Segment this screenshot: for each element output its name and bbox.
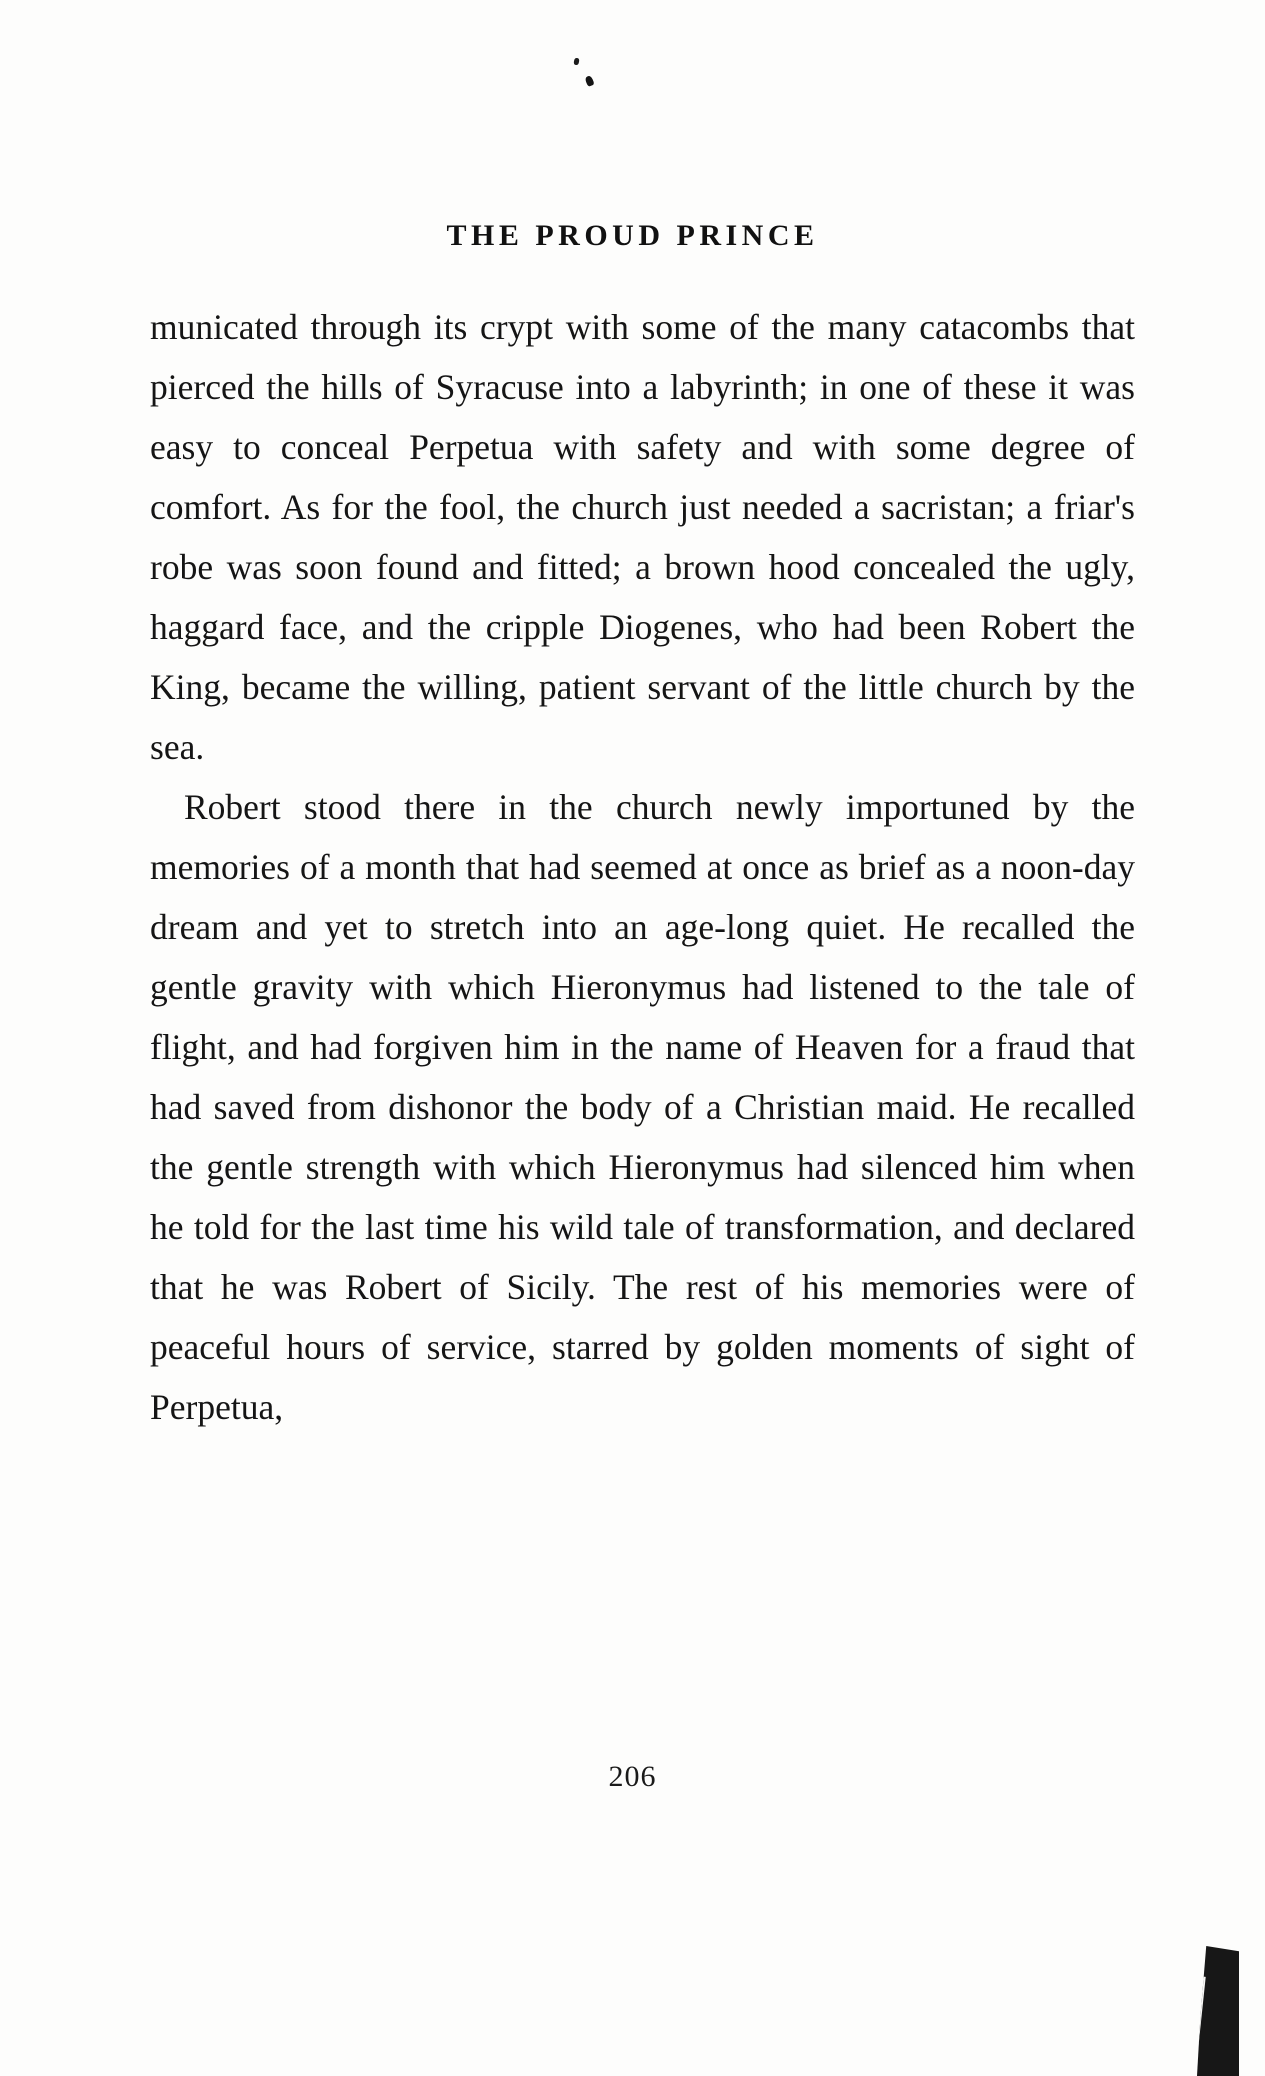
- paragraph: municated through its crypt with some of the many catacombs that pierced the hills of Syracuse into a labyrinth; in one of these it was easy to conceal Perpetua with safety and with some degree of comfort. As for the fool, the church just needed a sacristan; a friar's robe was soon found and fitted; a brown hood concealed the ugly, haggard face, and the cripple Diogenes, who had been Robert the King, became the willing, patient servant of the little church by the sea.: [150, 307, 1135, 767]
- scan-edge-artifact: [1197, 1946, 1239, 2076]
- body-text-block: [150, 297, 1135, 1437]
- ink-speck-icon: [584, 75, 594, 87]
- ink-speck-icon: [573, 58, 579, 66]
- page-running-head: THE PROUD PRINCE: [446, 219, 819, 252]
- paragraph: Robert stood there in the church newly importuned by the memories of a month that had seemed at once as brief as a noon-day dream and yet to stretch into an age-long quiet. He recalled the gentle gravity with which Hieronymus had listened to the tale of flight, and had forgiven him in the name of Heaven for a fraud that had saved from dishonor the body of a Christian maid. He recalled the gentle strength with which Hieronymus had silenced him when he told for the last time his wild tale of transformation, and declared that he was Robert of Sicily. The rest of his memories were of peaceful hours of service, starred by golden moments of sight of Perpetua,: [150, 787, 1135, 1427]
- page-number: 206: [608, 1760, 657, 1793]
